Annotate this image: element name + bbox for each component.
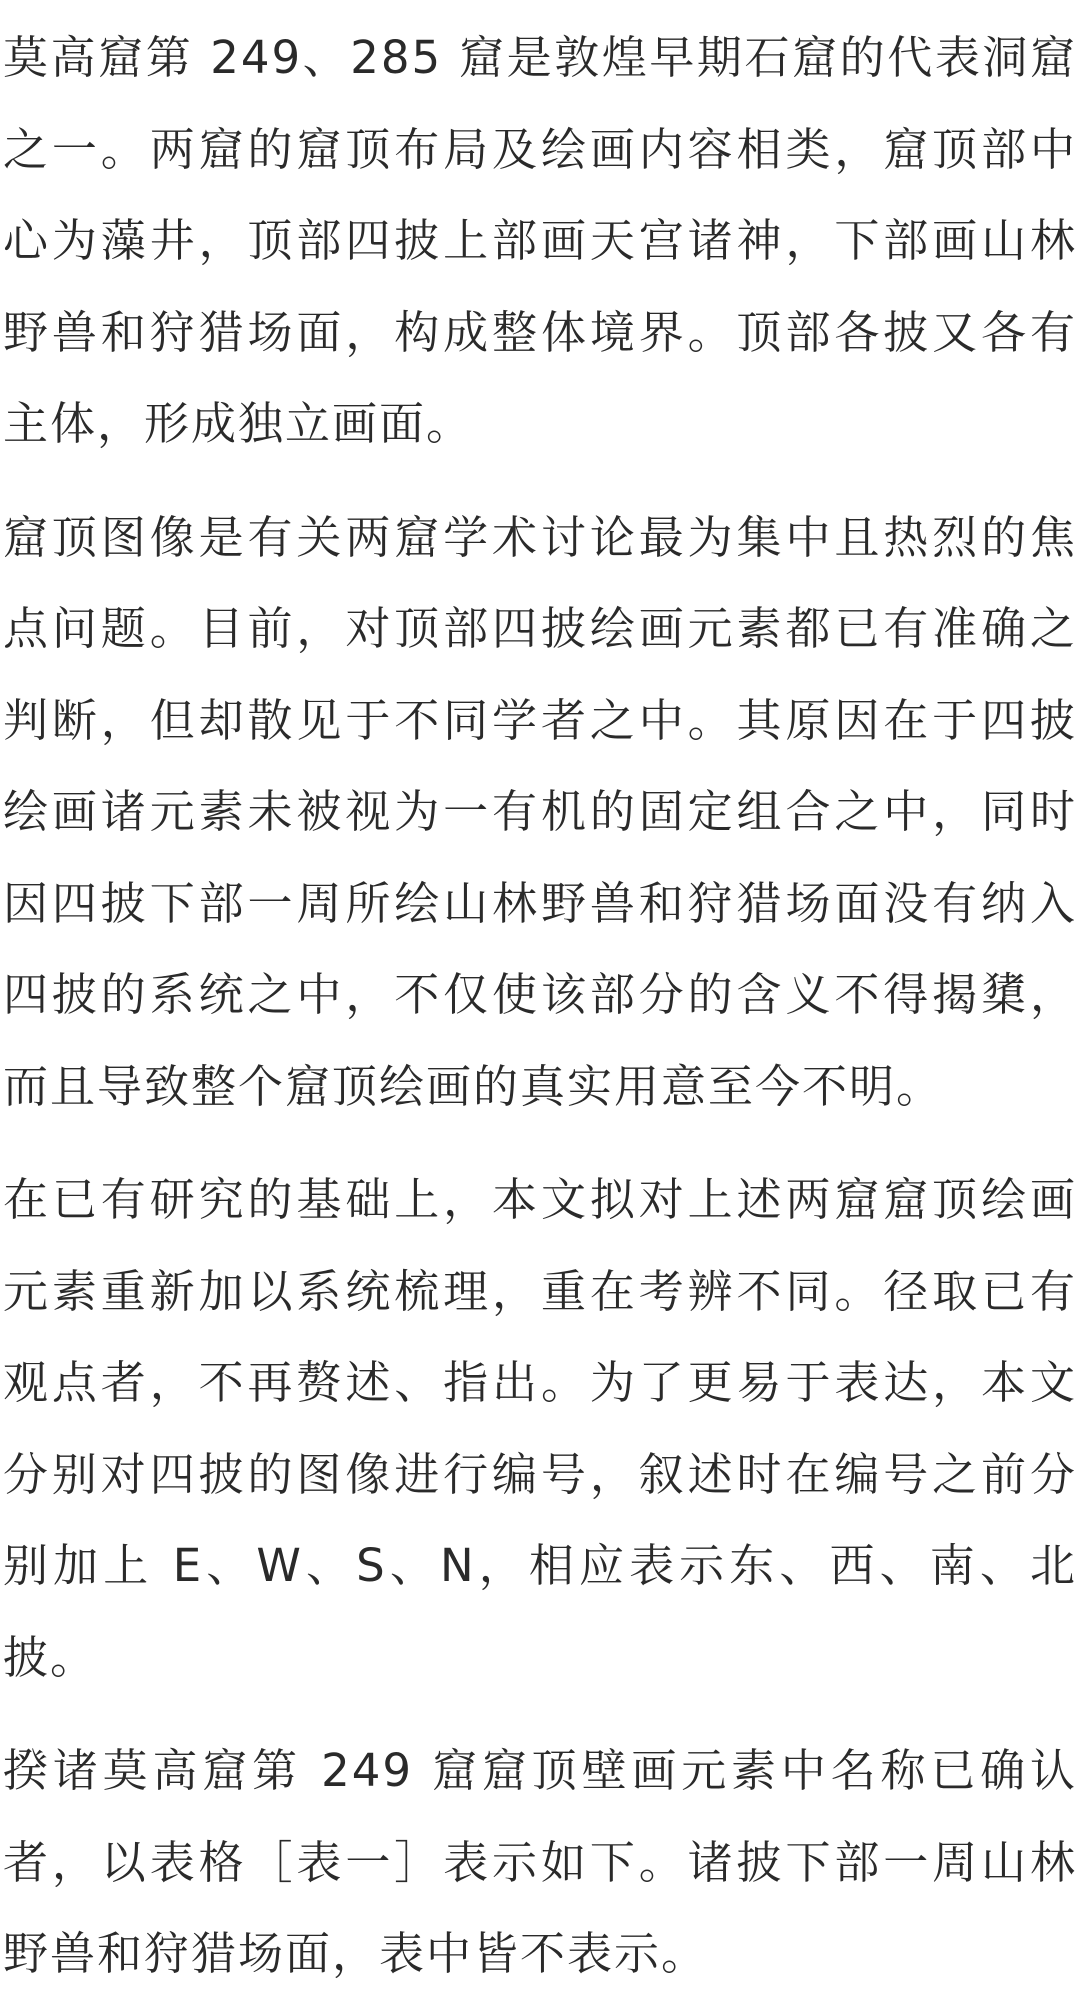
- paragraph-table-intro: 揆诸莫高窟第 249 窟窟顶壁画元素中名称已确认者，以表格［表一］表示如下。诸披下部一周山林野兽和狩猎场面，表中皆不表示。: [3, 1744, 1077, 1980]
- article-body: [0, 12, 1080, 1989]
- paragraph-intro: 莫高窟第 249、285 窟是敦煌早期石窟的代表洞窟之一。两窟的窟顶布局及绘画内容相类，窟顶部中心为藻井，顶部四披上部画天宫诸神，下部画山林野兽和狩猎场面，构成整体境界。顶部各披又各有主体，形成独立画面。: [3, 31, 1077, 450]
- paragraph-method: 在已有研究的基础上，本文拟对上述两窟窟顶绘画元素重新加以系统梳理，重在考辨不同。径取已有观点者，不再赘述、指出。为了更易于表达，本文分别对四披的图像进行编号，叙述时在编号之前分别加上 E、W、S、N，相应表示东、西、南、北披。: [3, 1173, 1077, 1684]
- paragraph-problem: 窟顶图像是有关两窟学术讨论最为集中且热烈的焦点问题。目前，对顶部四披绘画元素都已有准确之判断，但却散见于不同学者之中。其原因在于四披绘画诸元素未被视为一有机的固定组合之中，同时因四披下部一周所绘山林野兽和狩猎场面没有纳入四披的系统之中，不仅使该部分的含义不得揭橥，而且导致整个窟顶绘画的真实用意至今不明。: [3, 510, 1077, 1113]
